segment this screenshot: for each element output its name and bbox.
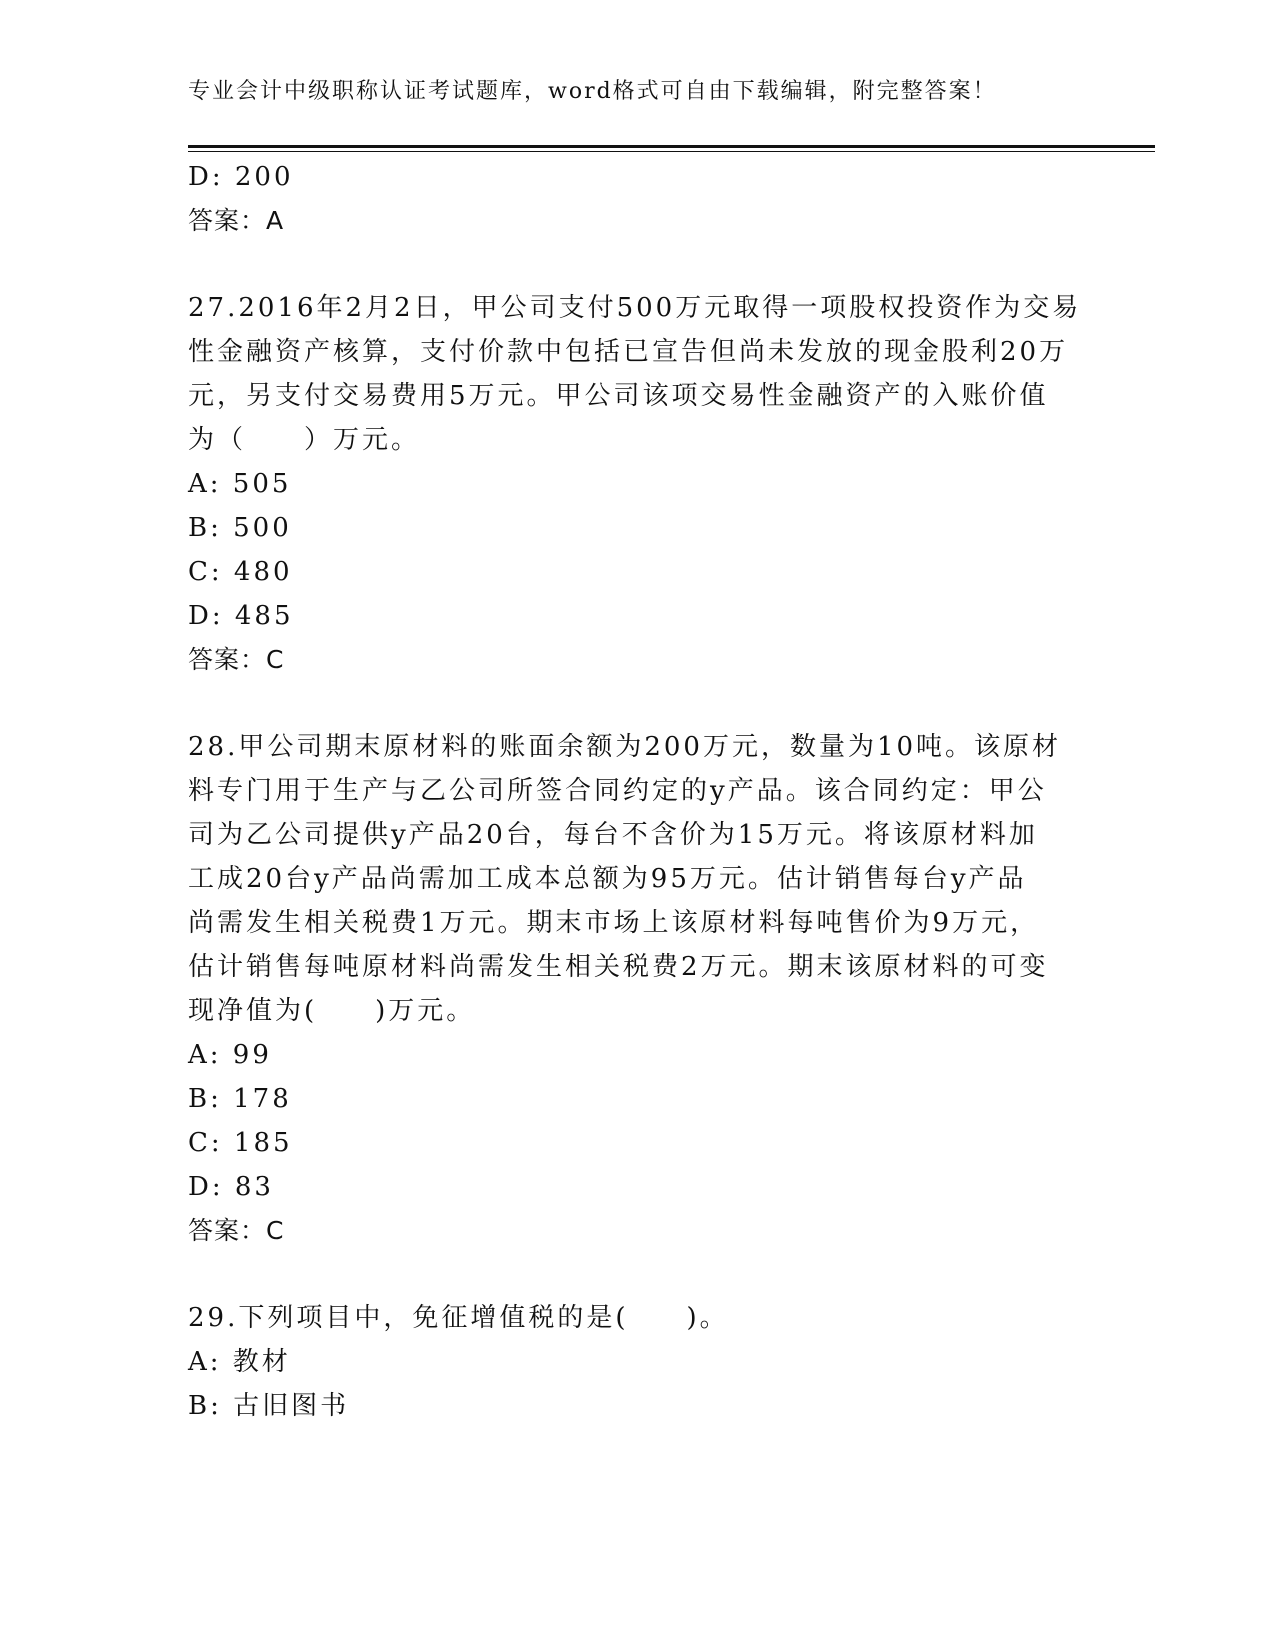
option-a: A: 505	[188, 469, 292, 499]
question-text-line: 工成20台y产品尚需加工成本总额为95万元。估计销售每台y产品	[188, 864, 1027, 894]
option-c: C: 480	[188, 557, 293, 587]
answer: 答案：C	[188, 645, 285, 674]
answer: 答案：C	[188, 1216, 285, 1245]
option-c: C: 185	[188, 1128, 293, 1158]
question-text-line: 现净值为( )万元。	[188, 996, 476, 1026]
answer: 答案：A	[188, 206, 285, 235]
header-title: 专业会计中级职称认证考试题库，word格式可自由下载编辑，附完整答案！	[188, 79, 997, 104]
option-d: D: 485	[188, 601, 294, 631]
question-text-line: 27.2016年2月2日，甲公司支付500万元取得一项股权投资作为交易	[188, 293, 1082, 323]
question-text-line: 司为乙公司提供y产品20台，每台不含价为15万元。将该原材料加	[188, 820, 1038, 850]
question-text-line: 尚需发生相关税费1万元。期末市场上该原材料每吨售价为9万元，	[188, 908, 1040, 938]
question-text-line: 29.下列项目中，免征增值税的是( )。	[188, 1303, 729, 1333]
option-b: B: 178	[188, 1084, 292, 1114]
option-d: D: 200	[188, 162, 294, 192]
question-text-line: 28.甲公司期末原材料的账面余额为200万元，数量为10吨。该原材	[188, 732, 1062, 762]
option-b: B: 古旧图书	[188, 1391, 350, 1421]
question-text-line: 性金融资产核算，支付价款中包括已宣告但尚未发放的现金股利20万	[188, 337, 1069, 367]
question-text-line: 料专门用于生产与乙公司所签合同约定的y产品。该合同约定：甲公	[188, 776, 1047, 806]
question-text-line: 元，另支付交易费用5万元。甲公司该项交易性金融资产的入账价值	[188, 381, 1049, 411]
option-d: D: 83	[188, 1172, 274, 1202]
header-rule-thick	[188, 145, 1155, 148]
option-b: B: 500	[188, 513, 292, 543]
option-a: A: 教材	[188, 1347, 291, 1377]
question-text-line: 为（ ）万元。	[188, 425, 421, 455]
option-a: A: 99	[188, 1040, 272, 1070]
question-text-line: 估计销售每吨原材料尚需发生相关税费2万元。期末该原材料的可变	[188, 952, 1049, 982]
header-rule-thin	[188, 151, 1155, 152]
